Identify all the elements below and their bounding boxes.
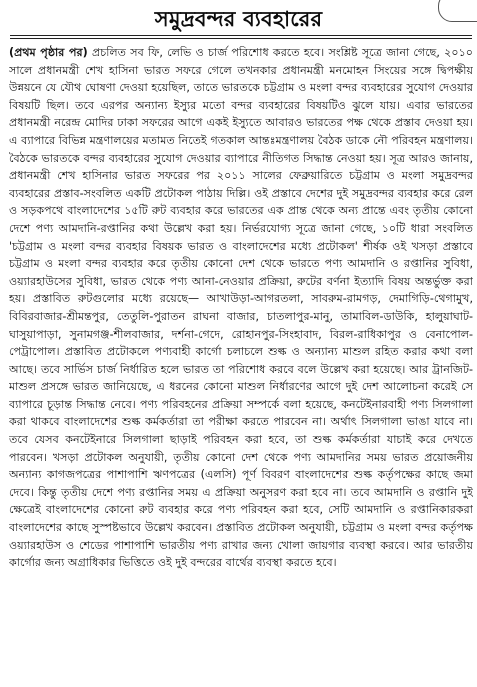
article-headline: সমুদ্রবন্দর ব্যবহারের [154, 7, 323, 31]
headline-rule-bottom [10, 38, 472, 39]
article-text: প্রচলিত সব ফি, লেভি ও চার্জ পরিশোধ করতে হবে। সংশ্লিষ্ট সূত্রে জানা গেছে, ২০১০ সালে প্রধানমন্ত্রী শেখ হাসিনা ভারত সফরে গেলে তখনকার প্রধানমন্ত্রী মনমোহন সিংয়ের সঙ্গে দ্বিপক্ষীয় উন্নয়নে যে যৌথ ঘোষণা দেওয়া হয়েছিল, তাতে ভারতকে চট্টগ্রাম ও মংলা বন্দর ব্যবহারের সুযোগ দেওয়ার বিষয়টি ছিল। তবে এরপর অন্যান্য ইস্যুর মতো বন্দর ব্যবহারের বিষয়টিও ঝুলে যায়। এবার ভারতের প্রধানমন্ত্রী নরেন্দ্র মোদির ঢাকা সফরের আগে একই ইস্যুতে আবারও ভারতের পক্ষ থেকে প্রস্তাব দেওয়া হয়। এ ব্যাপারে বিভিন্ন মন্ত্রণালয়ের মতামত নিতেই গতকাল আন্তঃমন্ত্রণালয় বৈঠক ডাকে নৌ পরিবহন মন্ত্রণালয়। বৈঠকে ভারতকে বন্দর ব্যবহারের সুযোগ দেওয়ার ব্যাপারে নীতিগত সিদ্ধান্ত নেওয়া হয়। সূত্র আরও জানায়, প্রধানমন্ত্রী শেখ হাসিনার ভারত সফরের পর ২০১১ সালের ফেব্রুয়ারিতে চট্টগ্রাম ও মংলা সমুদ্রবন্দর ব্যবহারের প্রস্তাব-সংবলিত একটি প্রটোকল পাঠায় দিল্লি। ওই প্রস্তাবে দেশের দুই সমুদ্রবন্দর ব্যবহার করে রেল ও সড়কপথে বাংলাদেশের ১৫টি রুট ব্যবহার করে ভারতের এক প্রান্ত থেকে অন্য প্রান্তে এবং তৃতীয় কোনো দেশে পণ্য আমদানি-রপ্তানির কথা উল্লেখ করা হয়। নির্ভরযোগ্য সূত্রে জানা গেছে, ১০টি ধারা সংবলিত 'চট্টগ্রাম ও মংলা বন্দর ব্যবহার বিষয়ক ভারত ও বাংলাদেশের মধ্যে প্রটোকল' শীর্ষক ওই খসড়া প্রস্তাবে চট্টগ্রাম ও মংলা বন্দর ব্যবহার করে তৃতীয় কোনো দেশ থেকে ভারতে পণ্য আমদানি ও রপ্তানির সুবিধা, ওয়্যারহাউসের সুবিধা, ভারত থেকে পণ্য আনা-নেওয়ার প্রক্রিয়া, রুটের বর্ণনা ইত্যাদি বিষয় অন্তর্ভুক্ত করা হয়। প্রস্তাবিত রুটগুলোর মধ্যে রয়েছে— আখাউড়া-আগরতলা, সাবরুম-রামগড়, দেমাগিড়ি-থেগামুখ, বিবিরবাজার-শ্রীমন্তপুর, তেতুলি-পুরাতন রাঘনা বাজার, চাতলাপুর-মানু, তামাবিল-ডাউকি, হালুয়াঘাট-ঘাসুয়াপাড়া, সুনামগঞ্জ-শীলবাজার, দর্শনা-গেদে, রোহানপুর-সিংহাবাদ, বিরল-রাধিকাপুর ও বেনাপোল-পেট্রাপোল। প্রস্তাবিত প্রটোকলে পণ্যবাহী কার্গো চলাচলে শুল্ক ও অন্যান্য মাশুল রহিত করার কথা বলা আছে। তবে সার্ভিস চার্জ নির্ধারিত হলে ভারত তা পরিশোধ করবে বলে উল্লেখ করা হয়েছে। আর ট্রানজিট-মাশুল প্রসঙ্গে ভারত জানিয়েছে, এ ধরনের কোনো মাশুল নির্ধারণের আগে দুই দেশ আলোচনা করেই সে ব্যাপারে চূড়ান্ত সিদ্ধান্ত নেবে। পণ্য পরিবহনের প্রক্রিয়া সম্পর্কে বলা হয়েছে, কনটেইনারবাহী পণ্য সিলগালা করা থাকবে বাংলাদেশের শুল্ক কর্মকর্তারা তা পরীক্ষা করতে পারবেন না। অর্থাৎ সিলগালা ভাঙা যাবে না। তবে যেসব কনটেইনারে সিলগালা ছাড়াই পরিবহন করা হবে, তা শুল্ক কর্মকর্তারা যাচাই করে দেখতে পারবেন। খসড়া প্রটোকল অনুযায়ী, তৃতীয় কোনো দেশ থেকে পণ্য আমদানির সময় ভারত প্রয়োজনীয় অন্যান্য কাগজপত্রের পাশাপাশি ঋণপত্রের (এলসি) পূর্ণ বিবরণ বাংলাদেশের শুল্ক কর্তৃপক্ষের কাছে জমা দেবে। কিন্তু তৃতীয় দেশে পণ্য রপ্তানির সময় এ প্রক্রিয়া অনুসরণ করা হবে না। তবে আমদানি ও রপ্তানি দুই ক্ষেত্রেই বাংলাদেশের কোনো রুট ব্যবহার করে পণ্য পরিবহন করা হবে, সেটি আমদানি ও রপ্তানিকারকরা বাংলাদেশের কাছে সুস্পষ্টভাবে উল্লেখ করবেন। প্রস্তাবিত প্রটোকল অনুযায়ী, চট্টগ্রাম ও মংলা বন্দর কর্তৃপক্ষ ওয়্যারহাউস ও শেডের পাশাপাশি ভারতীয় পণ্য রাখার জন্য খোলা জায়গার ব্যবস্থা করবে। আর ভারতীয় কার্গোর জন্য অগ্রাধিকার ভিত্তিতে ওই দুই বন্দরের বার্থের ব্যবস্থা করতে হবে। [9, 46, 473, 570]
headline-rule-top [10, 35, 472, 36]
continued-from-label: (প্রথম পৃষ্ঠার পর) [9, 46, 88, 59]
article-body [9, 44, 473, 687]
article-paragraph [9, 44, 473, 572]
